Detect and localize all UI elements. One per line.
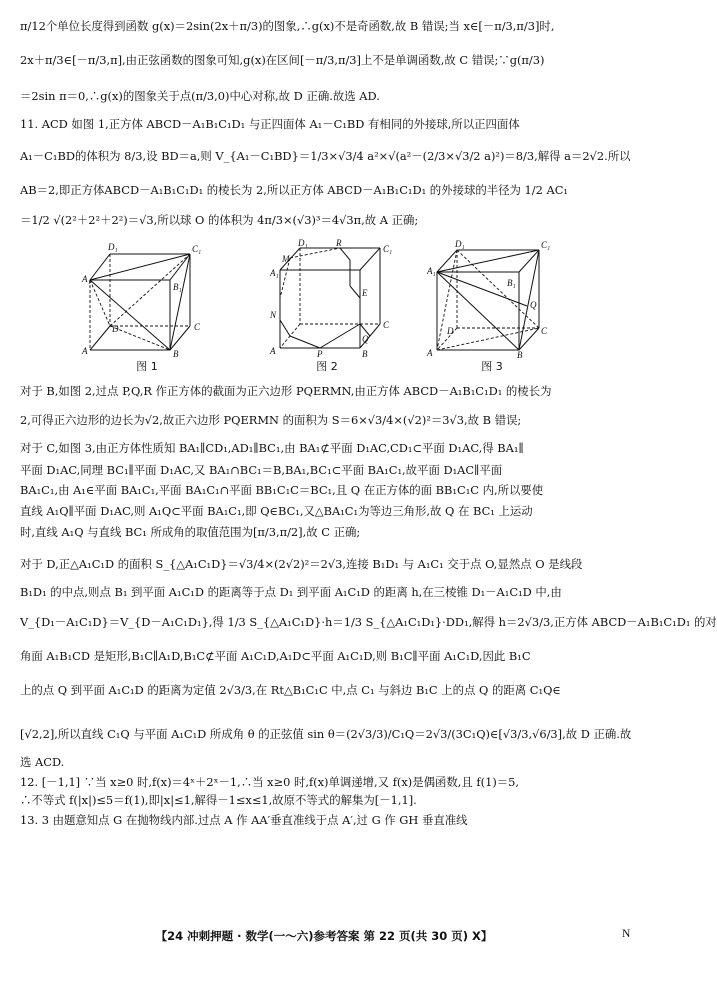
cube-diagram-2: [262, 238, 392, 358]
vertex-label: C: [541, 326, 548, 336]
figure-2: [262, 238, 393, 373]
text-line: 对于 C,如图 3,由正方体性质知 BA₁∥CD₁,AD₁∥BC₁,由 BA₁⊄平面 D₁AC,CD₁⊂平面 D₁AC,得 BA₁∥: [20, 441, 524, 455]
text-line: 角面 A₁B₁CD 是矩形,B₁C∥A₁D,B₁C⊄平面 A₁C₁D,A₁D⊂平面 A₁C₁D,则 B₁C∥平面 A₁C₁D,因此 B₁C: [20, 649, 531, 663]
vertex-label: A₁: [82, 274, 91, 284]
vertex-label: R: [336, 238, 342, 248]
vertex-label: D: [112, 324, 119, 334]
text-line: B₁D₁ 的中点,则点 B₁ 到平面 A₁C₁D 的距离等于点 D₁ 到平面 A₁C₁D 的距离 h,在三棱锥 D₁－A₁C₁D 中,由: [20, 585, 562, 599]
page-footer: 【24 冲刺押题 · 数学(一～六)参考答案 第 22 页(共 30 页) X】: [155, 929, 493, 943]
text-line: 平面 D₁AC,同理 BC₁∥平面 D₁AC,又 BA₁∩BC₁＝B,BA₁,BC₁⊂平面 BA₁C₁,故平面 D₁AC∥平面: [20, 463, 503, 477]
vertex-label: B₁: [173, 282, 182, 292]
vertex-label: D₁: [298, 238, 308, 248]
vertex-label: Q: [362, 334, 369, 344]
text-line: 13. 3 由题意知点 G 在抛物线内部.过点 A 作 AA′垂直准线于点 A′,过 G 作 GH 垂直准线: [20, 813, 468, 827]
text-line: 时,直线 A₁Q 与直线 BC₁ 所成角的取值范围为[π/3,π/2],故 C 正确;: [20, 525, 361, 539]
text-line: 选 ACD.: [20, 755, 65, 769]
text-line: 12. [－1,1] ∵当 x≥0 时,f(x)＝4ˣ＋2ˣ－1,∴当 x≥0 时,f(x)单调递增,又 f(x)是偶函数,且 f(1)＝5,: [20, 775, 520, 789]
text-line: 对于 B,如图 2,过点 P,Q,R 作正方体的截面为正六边形 PQERMN,由正方体 ABCD－A₁B₁C₁D₁ 的棱长为: [20, 384, 552, 398]
text-line: BA₁C₁,由 A₁∈平面 BA₁C₁,平面 BA₁C₁∩平面 BB₁C₁C＝BC₁,且 Q 在正方体的面 BB₁C₁C 内,所以要使: [20, 483, 544, 497]
vertex-label: D: [447, 326, 454, 336]
text-line: π/12个单位长度得到函数 g(x)＝2sin(2x＋π/3)的图象,∴g(x)不是奇函数,故 B 错误;当 x∈[－π/3,π/3]时,: [20, 19, 555, 33]
vertex-label: M: [282, 254, 290, 264]
text-line: 11. ACD 如图 1,正方体 ABCD－A₁B₁C₁D₁ 与正四面体 A₁－C₁BD 有相同的外接球,所以正四面体: [20, 117, 520, 131]
cube-diagram-3: [427, 238, 557, 358]
vertex-label: B: [362, 349, 368, 359]
vertex-label: C₁: [192, 244, 202, 254]
figure-caption: 图 2: [316, 360, 338, 373]
vertex-label: B₁: [507, 278, 516, 288]
text-line: A₁－C₁BD的体积为 8/3,设 BD＝a,则 V_{A₁－C₁BD}＝1/3×√3/4 a²×√(a²－(2/3×√3/2 a)²)＝8/3,解得 a＝2√2.所以: [20, 149, 631, 163]
vertex-label: N: [270, 310, 277, 320]
text-line: 2x＋π/3∈[－π/3,π],由正弦函数的图象可知,g(x)在区间[－π/3,π/3]上不是单调函数,故 C 错误;∵g(π/3): [20, 53, 545, 67]
vertex-label: C: [194, 322, 201, 332]
vertex-label: D₁: [108, 242, 118, 252]
vertex-label: P: [317, 349, 323, 359]
text-line: ＝2sin π＝0,∴g(x)的图象关于点(π/3,0)中心对称,故 D 正确.故选 AD.: [20, 89, 380, 103]
figure-1: [82, 238, 212, 373]
vertex-label: E: [362, 288, 368, 298]
vertex-label: A₁: [427, 266, 436, 276]
text-line: 直线 A₁Q∥平面 D₁AC,则 A₁Q⊂平面 BA₁C₁,即 Q∈BC₁,又△BA₁C₁为等边三角形,故 Q 在 BC₁ 上运动: [20, 504, 533, 518]
figure-row: [82, 238, 552, 373]
text-line: [√2,2],所以直线 C₁Q 与平面 A₁C₁D 所成角 θ 的正弦值 sin θ＝(2√3/3)/C₁Q＝2√3/(3C₁Q)∈[√3/3,√6/3],故 D 正确.故: [20, 727, 632, 741]
vertex-label: A₁: [270, 268, 279, 278]
vertex-label: B: [517, 350, 523, 360]
vertex-label: D₁: [455, 239, 465, 249]
vertex-label: C₁: [541, 240, 551, 250]
text-line: 2,可得正六边形的边长为√2,故正六边形 PQERMN 的面积为 S＝6×√3/4×(√2)²＝3√3,故 B 错误;: [20, 413, 522, 427]
vertex-label: A: [82, 346, 88, 356]
figure-3: [427, 238, 557, 373]
text-line: 对于 D,正△A₁C₁D 的面积 S_{△A₁C₁D}＝√3/4×(2√2)²＝2√3,连接 B₁D₁ 与 A₁C₁ 交于点 O,显然点 O 是线段: [20, 557, 583, 571]
text-line: V_{D₁－A₁C₁D}＝V_{D－A₁C₁D₁},得 1/3 S_{△A₁C₁D}·h＝1/3 S_{△A₁C₁D₁}·DD₁,解得 h＝2√3/3,正方体 ABCD－A₁B₁C₁D₁ 的对: [20, 615, 717, 629]
vertex-label: C: [383, 320, 390, 330]
vertex-label: A: [270, 346, 276, 356]
cube-diagram-1: [82, 238, 212, 358]
text-line: ＝1/2 √(2²＋2²＋2²)＝√3,所以球 O 的体积为 4π/3×(√3)³＝4√3π,故 A 正确;: [20, 213, 419, 227]
text-line: ∴不等式 f(|x|)≤5＝f(1),即|x|≤1,解得－1≤x≤1,故原不等式的解集为[－1,1].: [20, 793, 417, 807]
figure-caption: 图 1: [136, 360, 158, 373]
corner-mark: N: [622, 928, 631, 940]
vertex-label: B: [173, 349, 179, 359]
vertex-label: C₁: [383, 244, 393, 254]
vertex-label: A: [427, 348, 433, 358]
vertex-label: Q: [530, 300, 537, 310]
text-line: 上的点 Q 到平面 A₁C₁D 的距离为定值 2√3/3,在 Rt△B₁C₁C 中,点 C₁ 与斜边 B₁C 上的点 Q 的距离 C₁Q∈: [20, 683, 561, 697]
text-line: AB＝2,即正方体ABCD－A₁B₁C₁D₁ 的棱长为 2,所以正方体 ABCD－A₁B₁C₁D₁ 的外接球的半径为 1/2 AC₁: [20, 183, 569, 197]
figure-caption: 图 3: [481, 360, 503, 373]
